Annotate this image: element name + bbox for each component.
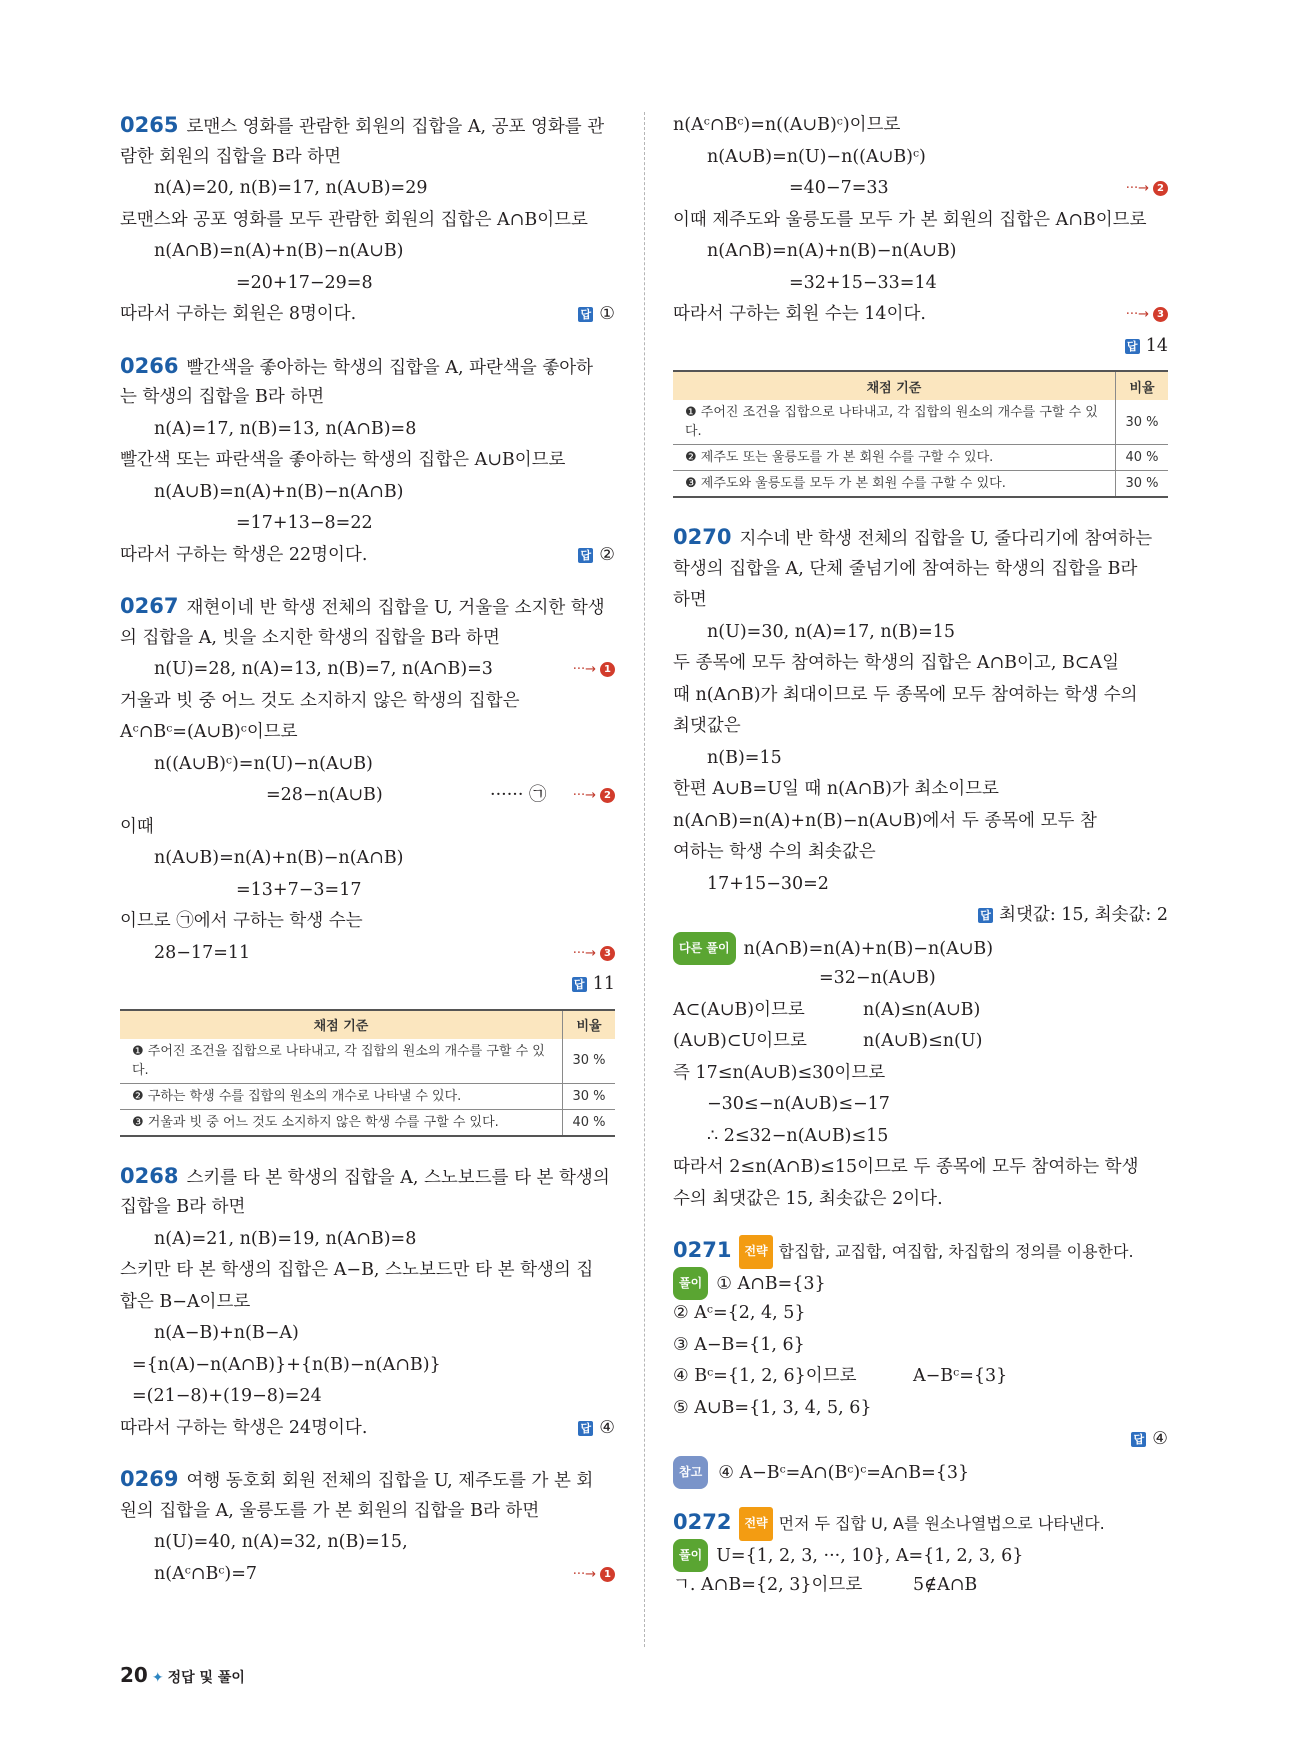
- problem-number: 0268: [120, 1163, 179, 1188]
- equation: n(A∪B)≤n(U): [863, 1031, 983, 1051]
- text-line: 원의 집합을 A, 울릉도를 가 본 회원의 집합을 B라 하면: [120, 1500, 540, 1521]
- equation: n(A)=21, n(B)=19, n(A∩B)=8: [154, 1228, 417, 1249]
- text-line: 이므로 ㉠에서 구하는 학생 수는: [120, 911, 363, 931]
- table-row: ❶ 주어진 조건을 집합으로 나타내고, 각 집합의 원소의 개수를 구할 수 있다. 30 %: [120, 1039, 615, 1084]
- answer: [572, 969, 615, 1001]
- equation: n(Aᶜ∩Bᶜ)=7: [154, 1563, 258, 1584]
- equation: ={n(A)−n(A∩B)}+{n(B)−n(A∩B)}: [132, 1354, 441, 1375]
- equation: n(A∪B)=n(U)−n((A∪B)ᶜ): [707, 146, 926, 167]
- equation: n(A∪B)=n(A)+n(B)−n(A∩B): [154, 481, 404, 502]
- page-number: 20: [120, 1663, 148, 1687]
- equation: n(U)=30, n(A)=17, n(B)=15: [707, 621, 956, 642]
- equation: =40−7=33: [789, 178, 889, 198]
- equation: =13+7−3=17: [236, 879, 362, 900]
- equation: 28−17=11: [154, 942, 251, 963]
- problem-0267: [120, 591, 615, 1001]
- answer-icon: 답: [578, 548, 593, 563]
- text-line: 이때: [120, 816, 154, 837]
- text-line: 재현이네 반 학생 전체의 집합을 U, 거울을 소지한 학생: [186, 598, 605, 618]
- step-marker-1: ···→ 1: [573, 1559, 615, 1591]
- text-line: 여행 동호회 회원 전체의 집합을 U, 제주도를 가 본 회: [186, 1471, 594, 1491]
- answer: [978, 900, 1168, 932]
- equation: ∴ 2≤32−n(A∪B)≤15: [707, 1125, 889, 1146]
- text-line: 거울과 빗 중 어느 것도 소지하지 않은 학생의 집합은: [120, 690, 520, 711]
- equation: ⑤ A∪B={1, 3, 4, 5, 6}: [673, 1397, 872, 1418]
- answer: [578, 540, 615, 572]
- step-marker-2: ···→ 2: [573, 780, 615, 812]
- equation: ④ A−Bᶜ=A∩(Bᶜ)ᶜ=A∩B={3}: [718, 1462, 970, 1483]
- text-line: 빨간색 또는 파란색을 좋아하는 학생의 집합은 A∪B이므로: [120, 450, 566, 470]
- problem-0269-continued: [673, 110, 1168, 362]
- answer-value: 최댓값: 15, 최솟값: 2: [999, 905, 1168, 925]
- text-line: 로맨스 영화를 관람한 회원의 집합을 A, 공포 영화를 관: [186, 117, 605, 137]
- text-line: 집합을 B라 하면: [120, 1197, 246, 1217]
- problem-0269: [120, 1464, 615, 1590]
- table-header: 채점 기준: [120, 1010, 563, 1039]
- problem-number: 0272: [673, 1510, 732, 1534]
- step-marker-1: ···→ 1: [573, 654, 615, 686]
- equation: n(A∩B)=n(A)+n(B)−n(A∪B): [154, 241, 404, 261]
- left-column: [120, 110, 615, 1590]
- reference-badge: 참고: [673, 1456, 708, 1490]
- equation: n(A−B)+n(B−A): [154, 1323, 299, 1343]
- step-marker-3: ···→ 3: [573, 938, 615, 970]
- step-marker-2: ···→ 2: [1126, 173, 1168, 205]
- table-header: 비율: [1116, 371, 1169, 400]
- scoring-table: [673, 370, 1168, 498]
- equation: n(A)=20, n(B)=17, n(A∪B)=29: [154, 178, 428, 198]
- text-line: 학생의 집합을 A, 단체 줄넘기에 참여하는 학생의 집합을 B라: [673, 558, 1138, 579]
- text-line: 수의 최댓값은 15, 최솟값은 2이다.: [673, 1188, 943, 1209]
- equation: n(A∪B)=n(A)+n(B)−n(A∩B): [154, 848, 404, 868]
- equation: A⊂(A∪B)이므로: [673, 999, 805, 1020]
- table-header: 비율: [563, 1010, 616, 1039]
- text-line: 람한 회원의 집합을 B라 하면: [120, 146, 342, 167]
- equation-label: ······ ㉠: [490, 785, 547, 805]
- page-footer: [120, 1663, 245, 1687]
- equation: n(Aᶜ∩Bᶜ)=n((A∪B)ᶜ)이므로: [673, 115, 901, 135]
- text-line: 따라서 구하는 회원은 8명이다.: [120, 304, 357, 324]
- equation: =(21−8)+(19−8)=24: [132, 1386, 322, 1406]
- equation: 5∉A∩B: [913, 1575, 978, 1595]
- strategy-badge: 전략: [739, 1235, 772, 1269]
- answer-icon: 답: [1131, 1432, 1146, 1447]
- text-line: n(A∩B)=n(A)+n(B)−n(A∪B)에서 두 종목에 모두 참: [673, 810, 1097, 831]
- text-line: 여하는 학생 수의 최솟값은: [673, 842, 876, 862]
- answer-value: 11: [592, 974, 615, 994]
- equation: Aᶜ∩Bᶜ=(A∪B)ᶜ이므로: [120, 722, 298, 742]
- equation: =20+17−29=8: [236, 272, 373, 293]
- answer: [578, 299, 615, 331]
- problem-0270: [673, 522, 1168, 1215]
- problem-0271: [673, 1235, 1168, 1487]
- text-line: 두 종목에 모두 참여하는 학생의 집합은 A∩B이고, B⊂A일: [673, 653, 1120, 673]
- problem-number: 0270: [673, 525, 732, 549]
- text-line: 지수네 반 학생 전체의 집합을 U, 줄다리기에 참여하는: [739, 529, 1153, 549]
- table-row: ❷ 구하는 학생 수를 집합의 원소의 개수로 나타낼 수 있다. 30 %: [120, 1083, 615, 1109]
- column-divider: [644, 112, 645, 1647]
- problem-0266: [120, 351, 615, 572]
- problem-0272: [673, 1507, 1168, 1602]
- text-line: 는 학생의 집합을 B라 하면: [120, 387, 325, 407]
- answer: [1131, 1424, 1168, 1456]
- footer-label: 정답 및 풀이: [167, 1670, 245, 1686]
- equation: =32+15−33=14: [789, 272, 937, 293]
- text-line: 따라서 구하는 학생은 22명이다.: [120, 544, 368, 565]
- equation: ③ A−B={1, 6}: [673, 1334, 805, 1355]
- answer-icon: 답: [1125, 339, 1140, 354]
- text-line: 따라서 구하는 회원 수는 14이다.: [673, 304, 926, 324]
- equation: (A∪B)⊂U이므로: [673, 1031, 807, 1051]
- strategy-text: 합집합, 교집합, 여집합, 차집합의 정의를 이용한다.: [778, 1242, 1134, 1261]
- answer-value: ②: [599, 544, 615, 565]
- equation: A−Bᶜ={3}: [913, 1366, 1008, 1386]
- star-icon: ✦: [151, 1670, 164, 1686]
- alt-solution-badge: 다른 풀이: [673, 932, 736, 966]
- text-line: 의 집합을 A, 빗을 소지한 학생의 집합을 B라 하면: [120, 627, 500, 648]
- strategy-text: 먼저 두 집합 U, A를 원소나열법으로 나타낸다.: [778, 1514, 1105, 1533]
- answer-icon: 답: [978, 908, 993, 923]
- answer: [1125, 331, 1168, 363]
- problem-number: 0265: [120, 113, 179, 137]
- problem-0265: [120, 110, 615, 331]
- equation: =28−n(A∪B): [266, 785, 383, 805]
- text-line: 스키만 타 본 학생의 집합은 A−B, 스노보드만 타 본 학생의 집: [120, 1260, 594, 1280]
- equation: n(U)=40, n(A)=32, n(B)=15,: [154, 1532, 408, 1552]
- table-header: 채점 기준: [673, 371, 1116, 400]
- answer-icon: 답: [578, 1421, 593, 1436]
- solution-badge: 풀이: [673, 1267, 708, 1301]
- equation: n(A)=17, n(B)=13, n(A∩B)=8: [154, 418, 417, 439]
- step-marker-3: ···→ 3: [1126, 299, 1168, 331]
- equation: −30≤−n(A∪B)≤−17: [707, 1094, 890, 1114]
- problem-number: 0267: [120, 594, 179, 618]
- text-line: 따라서 구하는 학생은 24명이다.: [120, 1417, 368, 1438]
- right-column: [673, 110, 1168, 1602]
- problem-0268: [120, 1161, 615, 1445]
- solution-badge: 풀이: [673, 1539, 708, 1573]
- answer-value: 14: [1145, 335, 1168, 356]
- text-line: 스키를 타 본 학생의 집합을 A, 스노보드를 타 본 학생의: [186, 1167, 610, 1188]
- text-line: 즉 17≤n(A∪B)≤30이므로: [673, 1062, 886, 1083]
- text-line: 하면: [673, 590, 707, 610]
- text-line: 따라서 2≤n(A∩B)≤15이므로 두 종목에 모두 참여하는 학생: [673, 1157, 1139, 1177]
- problem-number: 0266: [120, 353, 179, 378]
- equation: ㄱ. A∩B={2, 3}이므로: [673, 1575, 863, 1595]
- answer-value: ①: [599, 304, 615, 324]
- answer-value: ④: [1152, 1429, 1168, 1449]
- equation: ① A∩B={3}: [716, 1273, 826, 1294]
- scoring-table: [120, 1009, 615, 1137]
- table-row: ❸ 거울과 빗 중 어느 것도 소지하지 않은 학생 수를 구할 수 있다. 40 %: [120, 1109, 615, 1136]
- table-row: ❷ 제주도 또는 울릉도를 가 본 회원 수를 구할 수 있다. 40 %: [673, 445, 1168, 471]
- strategy-badge: 전략: [739, 1507, 772, 1541]
- equation: 17+15−30=2: [707, 873, 829, 894]
- answer-value: ④: [599, 1417, 615, 1438]
- problem-number: 0269: [120, 1467, 179, 1491]
- equation: n(A)≤n(A∪B): [863, 999, 981, 1020]
- equation: =17+13−8=22: [236, 513, 373, 533]
- text-line: 빨간색을 좋아하는 학생의 집합을 A, 파란색을 좋아하: [186, 357, 594, 378]
- table-row: ❸ 제주도와 울릉도를 모두 가 본 회원 수를 구할 수 있다. 30 %: [673, 471, 1168, 498]
- equation: n((A∪B)ᶜ)=n(U)−n(A∪B): [154, 753, 373, 774]
- table-row: ❶ 주어진 조건을 집합으로 나타내고, 각 집합의 원소의 개수를 구할 수 있다. 30 %: [673, 400, 1168, 445]
- equation: =32−n(A∪B): [819, 968, 936, 988]
- equation: ④ Bᶜ={1, 2, 6}이므로: [673, 1366, 857, 1386]
- equation: n(U)=28, n(A)=13, n(B)=7, n(A∩B)=3: [154, 659, 493, 679]
- answer-icon: 답: [578, 307, 593, 322]
- text-line: 로맨스와 공포 영화를 모두 관람한 회원의 집합은 A∩B이므로: [120, 209, 588, 230]
- text-line: 때 n(A∩B)가 최대이므로 두 종목에 모두 참여하는 학생 수의: [673, 684, 1138, 705]
- text-line: 최댓값은: [673, 716, 741, 736]
- text-line: 합은 B−A이므로: [120, 1291, 251, 1312]
- equation: U={1, 2, 3, ···, 10}, A={1, 2, 3, 6}: [716, 1545, 1024, 1566]
- equation: ② Aᶜ={2, 4, 5}: [673, 1303, 806, 1323]
- answer: [578, 1413, 615, 1445]
- equation: n(A∩B)=n(A)+n(B)−n(A∪B): [707, 241, 957, 261]
- text-line: 이때 제주도와 울릉도를 모두 가 본 회원의 집합은 A∩B이므로: [673, 209, 1147, 230]
- problem-number: 0271: [673, 1238, 732, 1262]
- text-line: 한편 A∪B=U일 때 n(A∩B)가 최소이므로: [673, 779, 999, 799]
- equation: n(A∩B)=n(A)+n(B)−n(A∪B): [743, 938, 994, 959]
- equation: n(B)=15: [707, 747, 782, 768]
- answer-icon: 답: [572, 977, 587, 992]
